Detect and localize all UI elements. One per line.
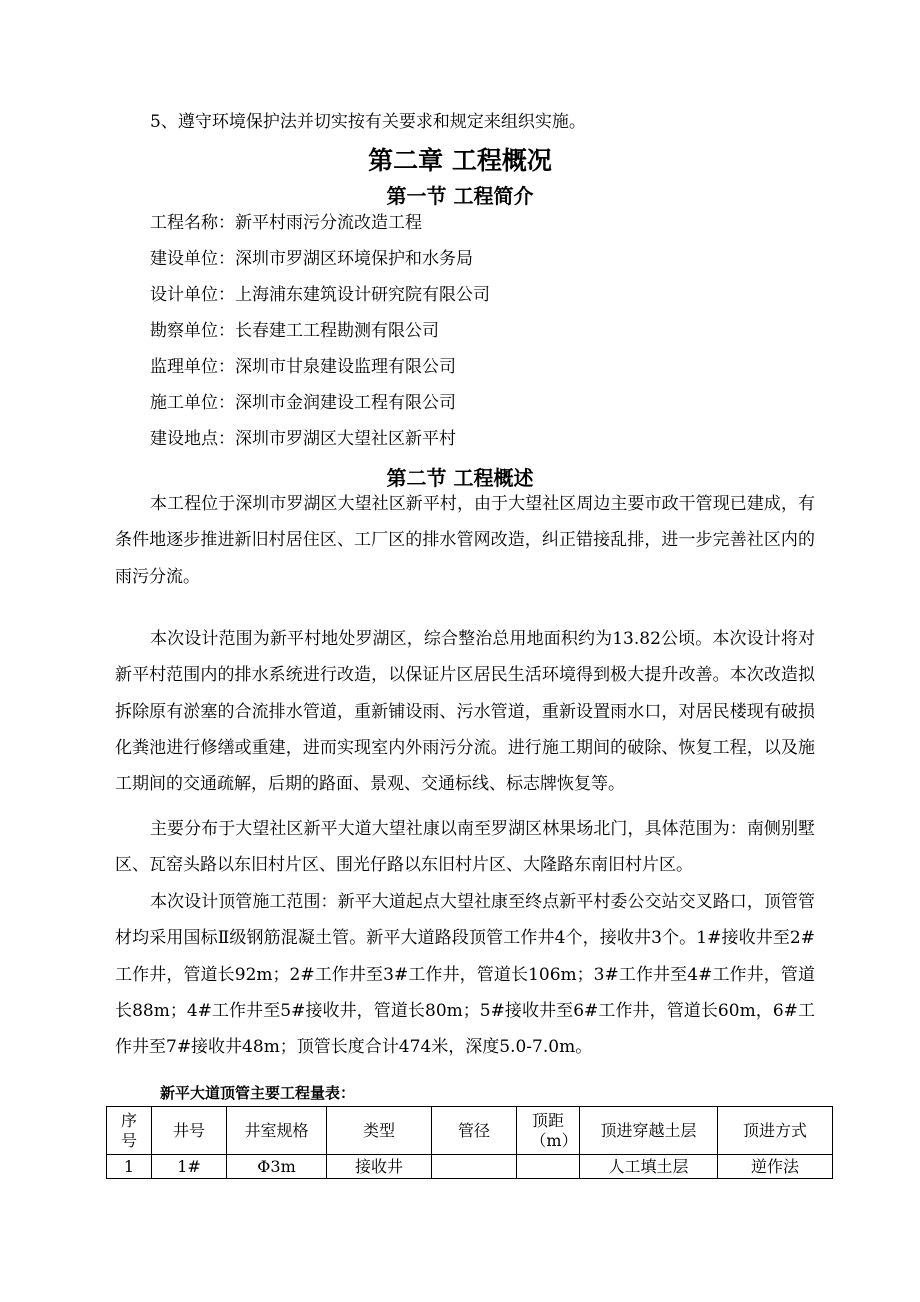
cell-type: 接收井 [327,1155,432,1179]
table-header-row [107,1107,833,1155]
cell-soil-layer: 人工填土层 [580,1155,718,1179]
col-header-well-no: 井号 [152,1107,227,1155]
info-designer: 设计单位：上海浦东建筑设计研究院有限公司 [150,285,490,305]
cell-diameter [432,1155,517,1179]
info-contractor: 施工单位：深圳市金润建设工程有限公司 [150,393,456,413]
section-title-overview: 第一节 工程简介 [386,184,534,208]
cell-jacking-method: 逆作法 [718,1155,833,1179]
col-header-soil-layer: 顶进穿越土层 [580,1107,718,1155]
info-surveyor: 勘察单位：长春建工工程勘测有限公司 [150,321,439,341]
cell-chamber-spec: Φ3m [227,1155,327,1179]
cell-jacking-distance [517,1155,580,1179]
info-supervisor: 监理单位：深圳市甘泉建设监理有限公司 [150,357,456,377]
paragraph-location: 本工程位于深圳市罗湖区大望社区新平村，由于大望社区周边主要市政干管现已建成，有条件地逐步推进新旧村居住区、工厂区的排水管网改造，纠正错接乱排，进一步完善社区内的雨污分流。 [115,494,815,587]
col-header-index: 序号 [107,1107,152,1155]
info-owner: 建设单位：深圳市罗湖区环境保护和水务局 [150,249,473,269]
col-header-jacking-method: 顶进方式 [718,1107,833,1155]
cell-index: 1 [107,1155,152,1179]
col-header-type: 类型 [327,1107,432,1155]
paragraph-pipe-jacking: 本次设计顶管施工范围：新平大道起点大望社康至终点新平村委公交站交叉路口，顶管管材均采用国标Ⅱ级钢筋混凝土管。新平大道路段顶管工作井4个，接收井3个。1#接收井至2#工作井，管道长92m；2#工作井至3#工作井，管道长106m；3#工作井至4#工作井，管道长88m；4#工作井至5#接收井，管道长80m；5#接收井至6#工作井，管道长60m，6#工作井至7#接收井48m；顶管长度合计474米，深度5.0-7.0m。 [115,892,815,1058]
intro-item: 5、遵守环境保护法并切实按有关要求和规定来组织实施。 [150,112,586,132]
chapter-title: 第二章 工程概况 [368,146,552,175]
paragraph-design-scope: 本次设计范围为新平村地处罗湖区，综合整治总用地面积约为13.82公顷。本次设计将对新平村范围内的排水系统进行改造，以保证片区居民生活环境得到极大提升改善。本次改造拟拆除原有淤塞的合流排水管道，重新铺设雨、污水管道，重新设置雨水口，对居民楼现有破损化粪池进行修缮或重建，进而实现室内外雨污分流。进行施工期间的破除、恢复工程，以及施工期间的交通疏解，后期的路面、景观、交通标线、标志牌恢复等。 [115,629,815,795]
col-header-jacking-distance: 顶距（m） [517,1107,580,1155]
info-project-name: 工程名称：新平村雨污分流改造工程 [150,213,422,233]
col-header-chamber-spec: 井室规格 [227,1107,327,1155]
table-caption: 新平大道顶管主要工程量表： [160,1084,356,1102]
cell-well-no: 1# [152,1155,227,1179]
table-row [107,1155,833,1179]
paragraph-distribution: 主要分布于大望社区新平大道大望社康以南至罗湖区林果场北门，具体范围为：南侧别墅区、瓦窑头路以东旧村片区、围光仔路以东旧村片区、大隆路东南旧村片区。 [115,819,815,876]
col-header-diameter: 管径 [432,1107,517,1155]
quantity-table [106,1106,833,1179]
section-title-description: 第二节 工程概述 [386,466,534,490]
info-location: 建设地点：深圳市罗湖区大望社区新平村 [150,429,456,449]
